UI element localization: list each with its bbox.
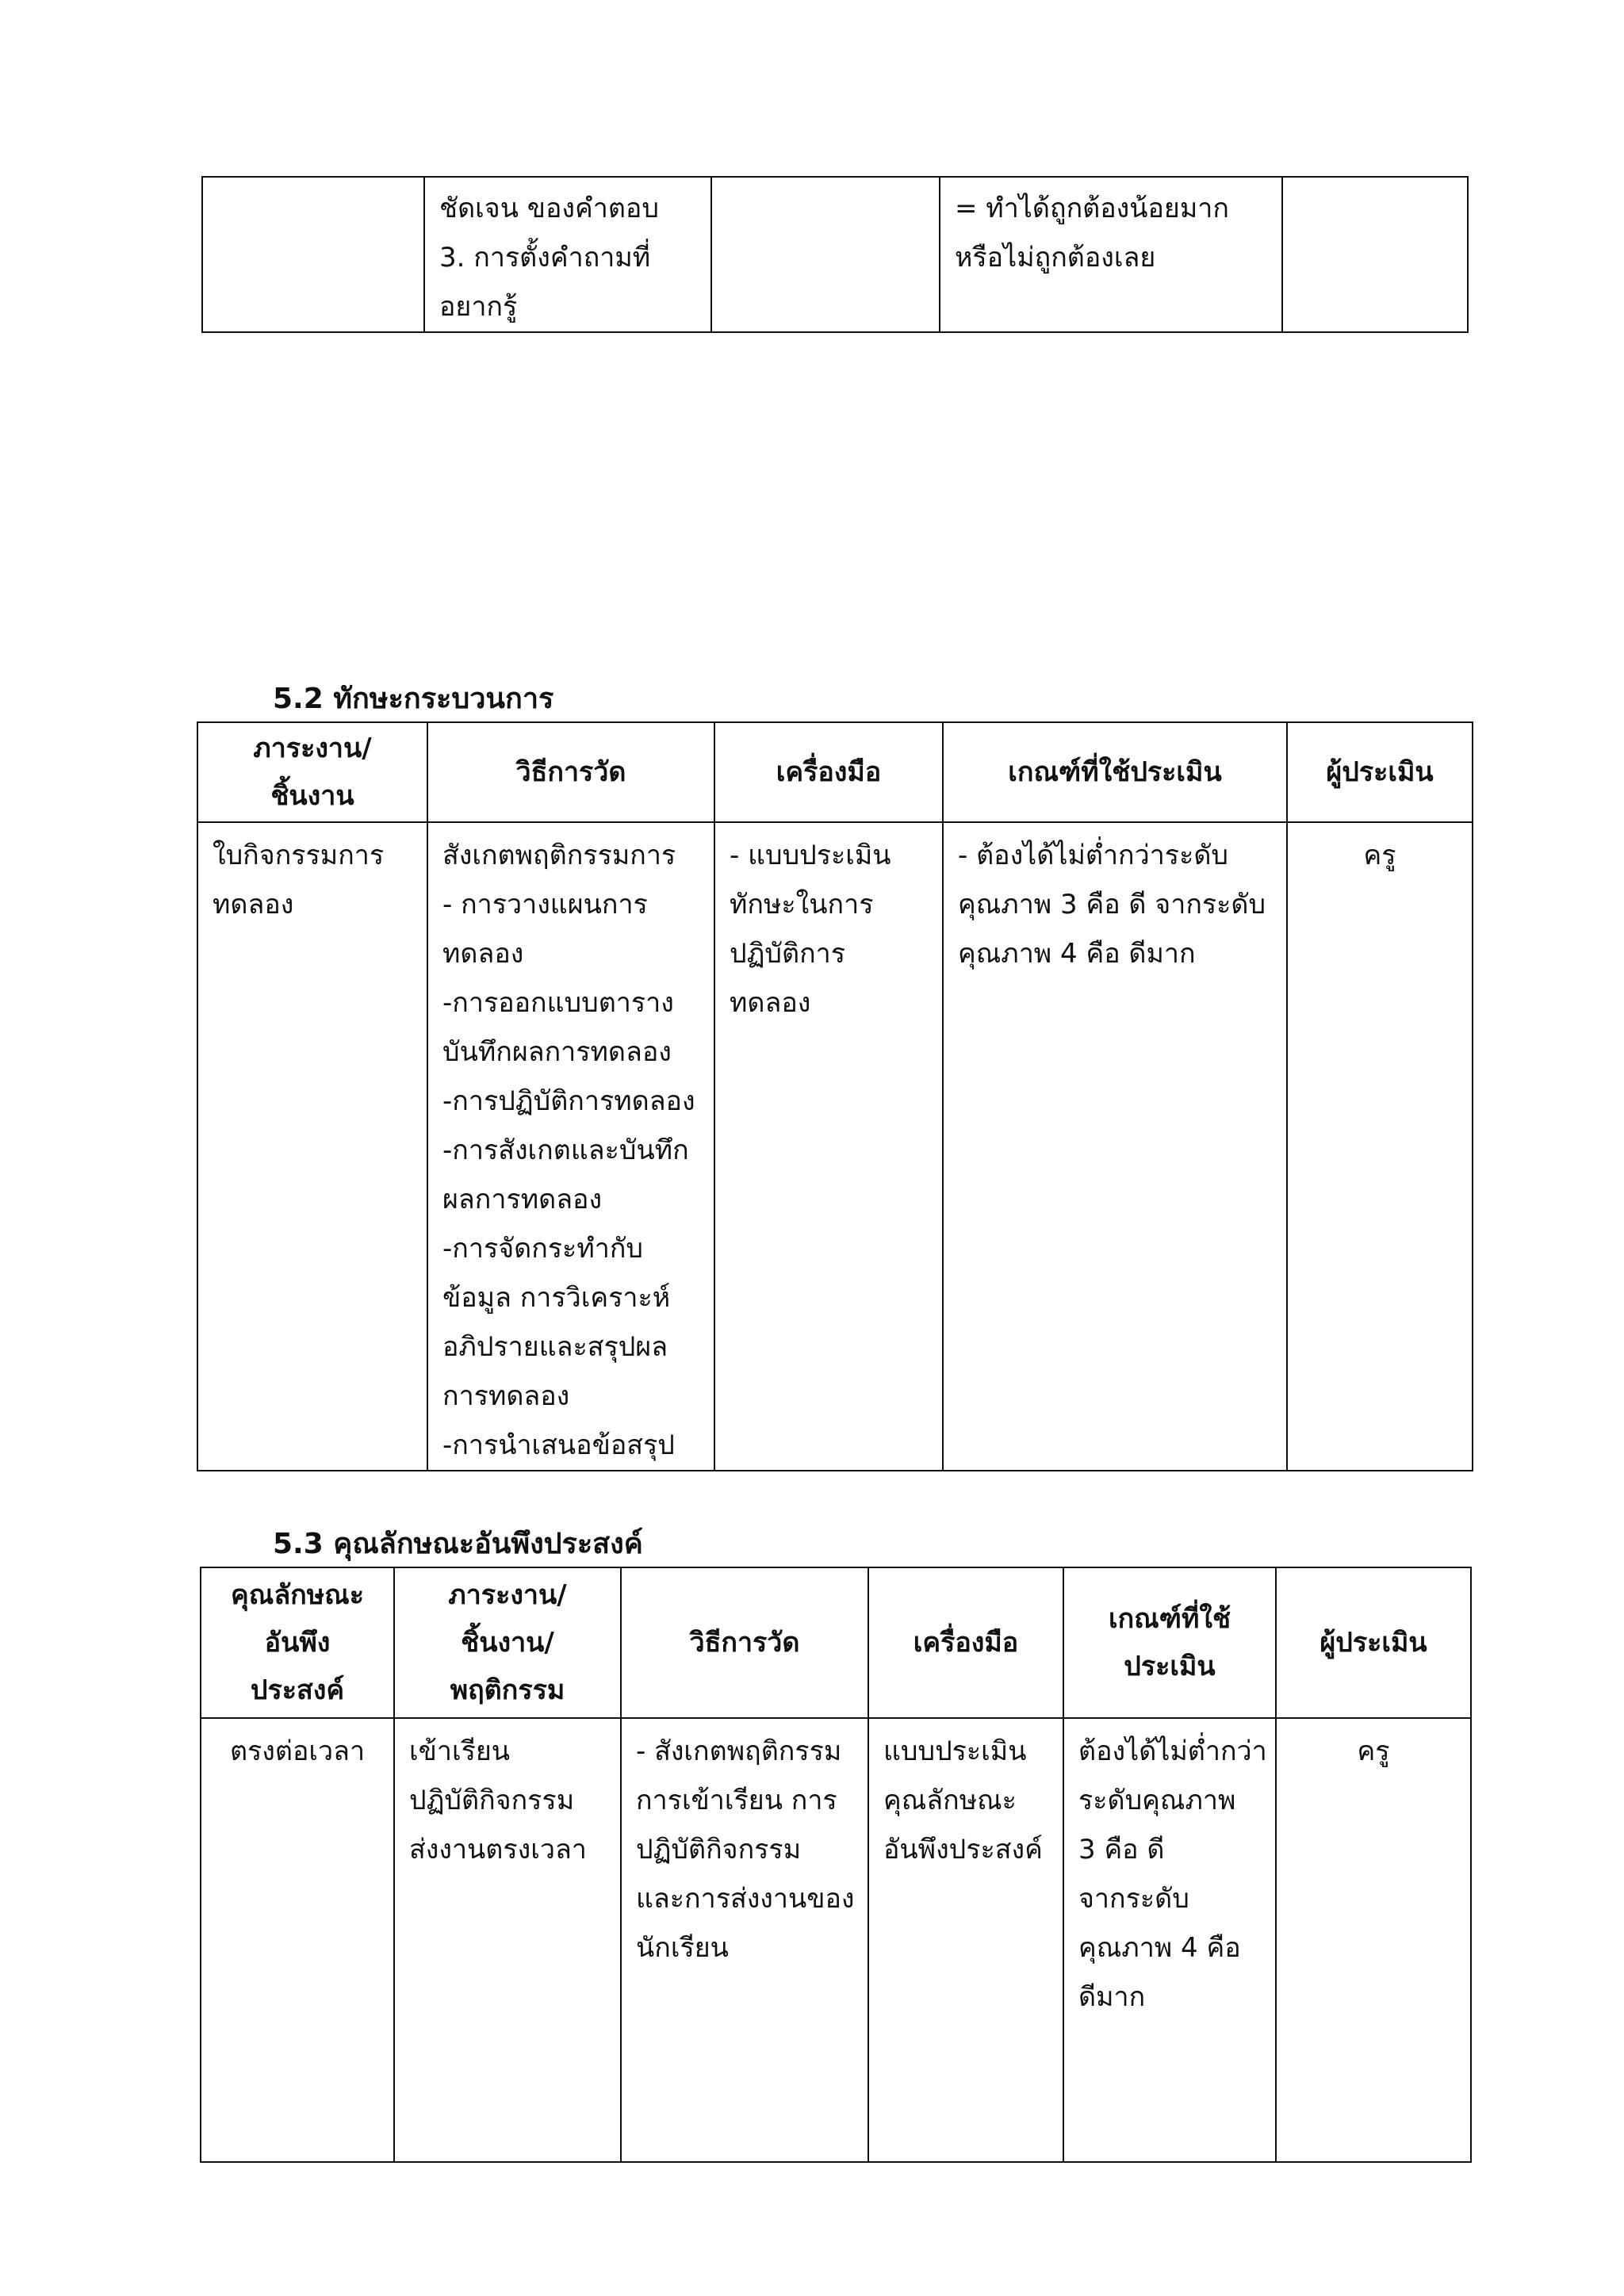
header-criteria: เกณฑ์ที่ใช้ ประเมิน bbox=[1063, 1567, 1276, 1718]
continuation-table bbox=[201, 176, 1469, 333]
cell-criteria: - ต้องได้ไม่ต่ำกว่าระดับ คุณภาพ 3 คือ ดี จากระดับ คุณภาพ 4 คือ ดีมาก bbox=[943, 822, 1287, 1471]
header-task-behavior: ภาระงาน/ ชิ้นงาน/ พฤติกรรม bbox=[394, 1567, 621, 1718]
cell-method: - สังเกตพฤติกรรม การเข้าเรียน การ ปฏิบัติกิจกรรม และการส่งงานของ นักเรียน bbox=[621, 1718, 868, 2162]
header-method: วิธีการวัด bbox=[621, 1567, 868, 1718]
continuation-cell-3 bbox=[711, 177, 940, 332]
section-52-heading: 5.2 ทักษะกระบวนการ bbox=[273, 683, 554, 715]
cell-assessor: ครู bbox=[1276, 1718, 1471, 2162]
cell-trait: ตรงต่อเวลา bbox=[201, 1718, 394, 2162]
desired-characteristics-table bbox=[200, 1567, 1472, 2163]
section-53-heading: 5.3 คุณลักษณะอันพึงประสงค์ bbox=[273, 1528, 643, 1560]
cell-tool: แบบประเมิน คุณลักษณะ อันพึงประสงค์ bbox=[868, 1718, 1063, 2162]
continuation-cell-1 bbox=[202, 177, 424, 332]
header-method: วิธีการวัด bbox=[427, 722, 714, 822]
cell-criteria: ต้องได้ไม่ต่ำกว่า ระดับคุณภาพ 3 คือ ดี จากระดับ คุณภาพ 4 คือ ดีมาก bbox=[1063, 1718, 1276, 2162]
continuation-cell-2: ชัดเจน ของคำตอบ 3. การตั้งคำถามที่ อยากรู้ bbox=[424, 177, 711, 332]
cell-method: สังเกตพฤติกรรมการ - การวางแผนการ ทดลอง -การออกแบบตาราง บันทึกผลการทดลอง -การปฏิบัติการทดลอง -การสังเกตและบันทึก ผลการทดลอง -การจัดกระทำกับ ข้อมูล การวิเคราะห์ อภิปรายและสรุปผล การทดลอง -การนำเสนอข้อสรุป bbox=[427, 822, 714, 1471]
process-skills-table bbox=[197, 721, 1473, 1471]
header-assessor: ผู้ประเมิน bbox=[1287, 722, 1473, 822]
cell-task: ใบกิจกรรมการ ทดลอง bbox=[197, 822, 427, 1471]
header-tool: เครื่องมือ bbox=[868, 1567, 1063, 1718]
continuation-cell-5 bbox=[1282, 177, 1468, 332]
continuation-cell-4: = ทำได้ถูกต้องน้อยมาก หรือไม่ถูกต้องเลย bbox=[940, 177, 1282, 332]
cell-assessor: ครู bbox=[1287, 822, 1473, 1471]
header-assessor: ผู้ประเมิน bbox=[1276, 1567, 1471, 1718]
header-criteria: เกณฑ์ที่ใช้ประเมิน bbox=[943, 722, 1287, 822]
cell-task-behavior: เข้าเรียน ปฏิบัติกิจกรรม ส่งงานตรงเวลา bbox=[394, 1718, 621, 2162]
header-task: ภาระงาน/ ชิ้นงาน bbox=[197, 722, 427, 822]
header-trait: คุณลักษณะ อันพึง ประสงค์ bbox=[201, 1567, 394, 1718]
cell-tool: - แบบประเมิน ทักษะในการ ปฏิบัติการ ทดลอง bbox=[714, 822, 943, 1471]
header-tool: เครื่องมือ bbox=[714, 722, 943, 822]
